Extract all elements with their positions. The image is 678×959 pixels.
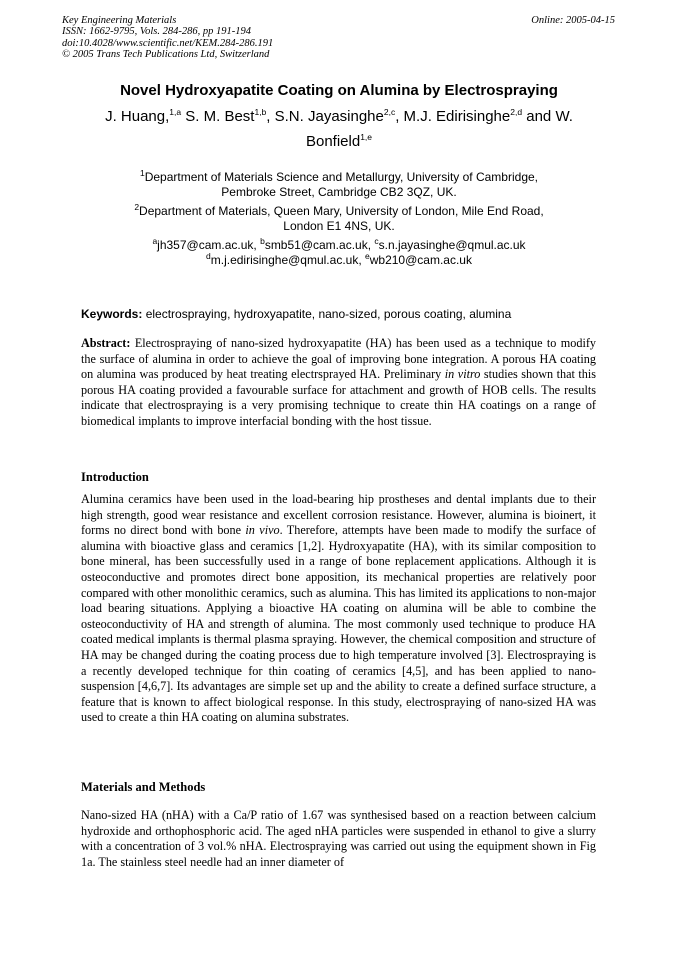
introduction-heading: Introduction — [81, 470, 149, 484]
abstract-text: studies shown that this porous HA coating provided a favourable surface for attachment and growth of HOB cells. The results indicate that electrospraying is a very promising technique to create thin HA coatings on a range of biomedical implants to improve interfacial bonding with the host tissue. — [81, 367, 597, 428]
author-sup: 2,c — [383, 107, 396, 117]
affil-sup: 2 — [134, 202, 140, 212]
methods-body: Nano-sized HA (nHA) with a Ca/P ratio of 1.67 was synthesised based on a reaction between calcium hydroxide and orthophosphoric acid. The aged nHA particles were suspended in ethanol to give a slurry with a concentration of 3 vol.% nHA. Electrospraying was carried out using the equipment shown in Fig 1a. The stainless steel needle had an inner diameter of — [81, 808, 596, 869]
affiliation-2 — [60, 204, 618, 234]
introduction-body — [81, 492, 596, 726]
online-date: Online: 2005-04-15 — [531, 15, 615, 26]
journal-meta — [62, 15, 273, 61]
keywords-text: electrospraying, hydroxyapatite, nano-sized, porous coating, alumina — [142, 307, 512, 321]
intro-text: . Therefore, attempts have been made to modify the surface of alumina with bioactive glass and ceramics [1,2]. Hydroxyapatite (HA), with its similar composition to bone mineral, has been successfully used in a range of bone replacement applications. Although it is osteoconductive and promotes direct bone apposition, its mechanical properties are relatively poor compared with other monolithic ceramics, such as alumina. This has limited its applications to non-major load bearing situations. Applying a bioactive HA coating on alumina will be able to combine the osteoconductivity of HA and strength of alumina. The most commonly used technique to produce HA coated medical implants is thermal plasma spraying. However, the chemical composition and structure of HA may be changed during the coating process due to high temperature involved [3]. Electrospraying is a recently developed technique for thin coating of ceramics [4,5], and has been applied to nano-suspension [4,6,7]. Its advantages are simple set up and the ability to create a defined surface structure, a feature that is known to affect biological response. In this study, electrospraying of nano-sized HA was used to create a thin HA coating on alumina substrates. — [81, 523, 596, 725]
email-sup: a — [152, 236, 158, 246]
methods-heading: Materials and Methods — [81, 780, 206, 794]
author-sup: 1,a — [169, 107, 182, 117]
author-sup: 2,d — [510, 107, 523, 117]
keywords-label: Keywords: — [81, 307, 143, 321]
email-line-2 — [60, 253, 618, 268]
author: , M.J. Edirisinghe — [395, 108, 511, 125]
abstract — [81, 336, 596, 430]
affiliation-1 — [60, 170, 618, 200]
journal-name: Key Engineering Materials — [62, 15, 177, 26]
affiliation-2-line1 — [60, 204, 618, 219]
abstract-italic: in vitro — [444, 367, 481, 382]
affil-sup: 1 — [139, 168, 145, 178]
author-sup: 1,b — [254, 107, 267, 117]
keywords — [81, 307, 511, 321]
email-sup: c — [374, 236, 379, 246]
affiliation-1-line1 — [60, 170, 618, 185]
author: J. Huang, — [105, 108, 170, 125]
email: smb51@cam.ac.uk, — [264, 238, 375, 252]
email-line-1 — [60, 238, 618, 253]
issn-line: ISSN: 1662-9795, Vols. 284-286, pp 191-194 — [62, 26, 251, 38]
copyright-line: © 2005 Trans Tech Publications Ltd, Switzerland — [62, 49, 270, 61]
author: , S.N. Jayasinghe — [266, 108, 384, 125]
email-list — [60, 238, 618, 268]
intro-italic: in vivo — [245, 523, 280, 538]
author: S. M. Best — [181, 108, 255, 125]
email: wb210@cam.ac.uk — [369, 253, 472, 267]
author-sup: 1,e — [360, 132, 373, 142]
email-sup: b — [260, 236, 265, 246]
email-sup: e — [365, 251, 370, 261]
intro-text: Alumina ceramics have been used in the load-bearing hip prostheses and dental implants due to their high strength, good wear resistance and excellent corrosion resistance. However, alumina is bioinert, it forms no direct bond with bone — [81, 492, 596, 538]
abstract-text: Electrospraying of nano-sized hydroxyapatite (HA) has been used as a technique to modify the surface of alumina in order to achieve the goal of improving bone integration. A porous HA coating on alumina was produced by heat treating electrsprayed HA. Preliminary — [81, 336, 596, 382]
affiliation-1-line2: Pembroke Street, Cambridge CB2 3QZ, UK. — [221, 185, 457, 199]
paper-title: Novel Hydroxyapatite Coating on Alumina by Electrospraying — [120, 82, 558, 99]
doi-line: doi:10.4028/www.scientific.net/KEM.284-286.191 — [62, 37, 274, 49]
affil-text: Department of Materials Science and Metallurgy, University of Cambridge, — [144, 170, 538, 184]
affiliation-2-line2: London E1 4NS, UK. — [283, 219, 395, 233]
author: and W. Bonfield — [305, 108, 573, 150]
abstract-label: Abstract: — [81, 336, 131, 350]
email: s.n.jayasinghe@qmul.ac.uk — [378, 238, 526, 252]
author-list — [80, 104, 598, 154]
email: m.j.edirisinghe@qmul.ac.uk, — [210, 253, 365, 267]
email-sup: d — [206, 251, 211, 261]
email: jh357@cam.ac.uk, — [157, 238, 261, 252]
affil-text: Department of Materials, Queen Mary, University of London, Mile End Road, — [139, 204, 544, 218]
